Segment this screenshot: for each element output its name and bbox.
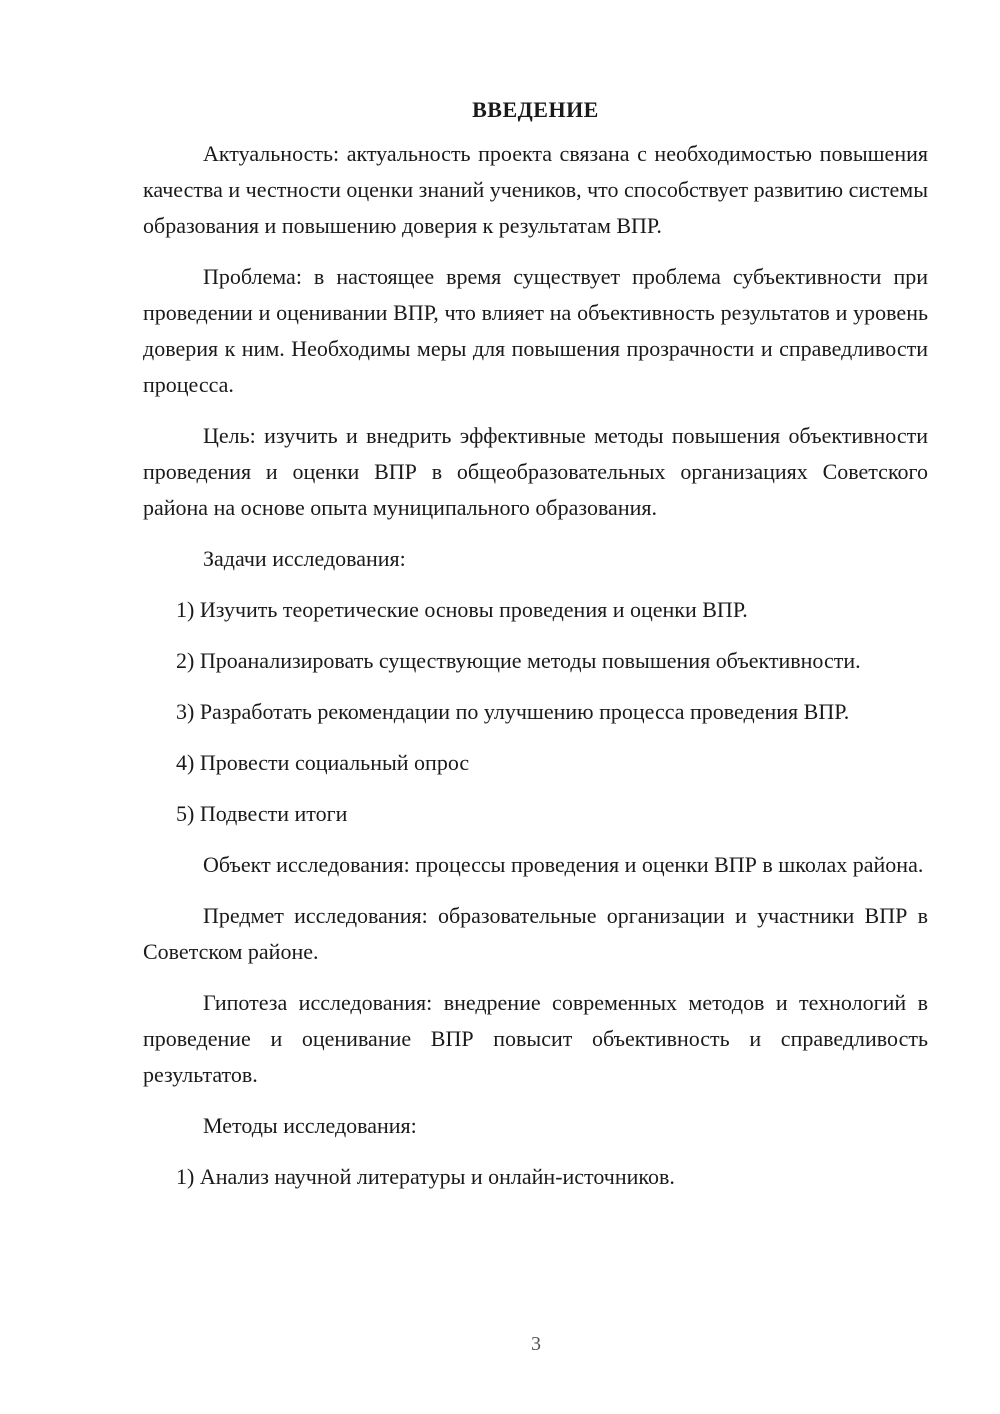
- method-item-1: 1) Анализ научной литературы и онлайн-источников.: [176, 1164, 675, 1189]
- paragraph-subject: Предмет исследования: образовательные организации и участники ВПР в Советском районе.: [143, 903, 928, 964]
- task-item-1: 1) Изучить теоретические основы проведения и оценки ВПР.: [176, 597, 748, 622]
- paragraph-object: Объект исследования: процессы проведения и оценки ВПР в школах района.: [203, 852, 924, 877]
- page-number: 3: [531, 1333, 541, 1355]
- document-body: [143, 92, 928, 1195]
- task-item-3: 3) Разработать рекомендации по улучшению процесса проведения ВПР.: [176, 699, 850, 724]
- paragraph-methods-heading: Методы исследования:: [203, 1113, 417, 1138]
- section-heading: ВВЕДЕНИЕ: [472, 97, 599, 122]
- task-item-2: 2) Проанализировать существующие методы повышения объективности.: [176, 648, 861, 673]
- task-item-4: 4) Провести социальный опрос: [176, 750, 470, 775]
- paragraph-relevance: Актуальность: актуальность проекта связана с необходимостью повышения качества и честности оценки знаний учеников, что способствует развитию системы образования и повышению доверия к результатам ВПР.: [143, 141, 928, 238]
- paragraph-problem: Проблема: в настоящее время существует проблема субъективности при проведении и оценивании ВПР, что влияет на объективность результатов и уровень доверия к ним. Необходимы меры для повышения прозрачности и справедливости процесса.: [143, 264, 928, 397]
- paragraph-hypothesis: Гипотеза исследования: внедрение современных методов и технологий в проведение и оценивание ВПР повысит объективность и справедливость результатов.: [143, 990, 928, 1087]
- paragraph-tasks-heading: Задачи исследования:: [203, 546, 406, 571]
- paragraph-goal: Цель: изучить и внедрить эффективные методы повышения объективности проведения и оценки ВПР в общеобразовательных организациях Советского района на основе опыта муниципального образования.: [143, 423, 928, 520]
- task-item-5: 5) Подвести итоги: [176, 801, 348, 826]
